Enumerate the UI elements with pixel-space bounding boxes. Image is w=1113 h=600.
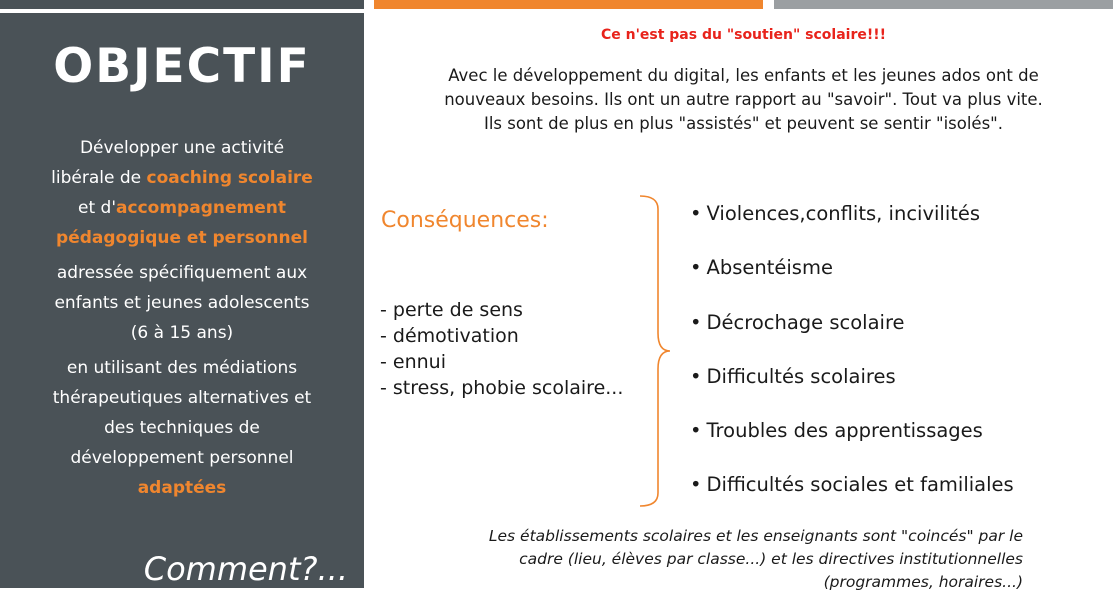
bullet-icon: •	[690, 256, 702, 280]
list-item: • Difficultés sociales et familiales	[690, 473, 1014, 497]
bullet-icon: •	[690, 364, 702, 388]
list-item: - perte de sens	[380, 299, 523, 321]
bullet-icon: •	[690, 473, 702, 497]
list-item: - ennui	[380, 351, 446, 373]
consequences-list	[690, 200, 1014, 526]
top-bar-light-gray	[774, 0, 1113, 9]
curly-brace-icon	[636, 193, 672, 509]
intro-paragraph: Avec le développement du digital, les enfants et les jeunes ados ont de nouveaux besoins. Ils ont un autre rapport au "savoir". Tout va plus vite. Ils sont de plus en plus "assistés" et peuvent se sentir "isolés".	[444, 66, 1043, 133]
panel-paragraph-2: adressée spécifiquement aux enfants et jeunes adolescents (6 à 15 ans)	[54, 263, 310, 343]
alert-heading: Ce n'est pas du "soutien" scolaire!!!	[600, 27, 886, 43]
highlight-coaching: coaching scolaire	[146, 168, 313, 188]
panel-paragraph-1: Développer une activité libérale de coaching scolaire et d'accompagnement pédagogique et personnel	[51, 138, 313, 248]
bullet-icon: •	[690, 419, 702, 443]
panel-title: OBJECTIF	[53, 39, 311, 94]
top-bar-gray	[0, 0, 364, 9]
panel-paragraph-3: en utilisant des médiations thérapeutiques alternatives et des techniques de développement personnel adaptées	[52, 358, 312, 498]
list-item: • Décrochage scolaire	[690, 310, 905, 334]
bullet-icon: •	[690, 310, 702, 334]
list-item: - démotivation	[380, 325, 519, 347]
bullet-icon: •	[690, 202, 702, 225]
objective-panel	[0, 13, 364, 588]
highlight-accompagnement: accompagnement	[116, 198, 286, 218]
comment-heading: Comment?...	[143, 550, 348, 588]
footer-note: Les établissements scolaires et les enseignants sont "coincés" par le cadre (lieu, élèves par classe...) et les directives institutionnelles (programmes, horaires...)	[488, 527, 1023, 591]
consequences-label: Conséquences:	[381, 208, 549, 233]
highlight-adaptees: adaptées	[137, 478, 227, 498]
panel-body	[20, 133, 344, 508]
top-bar-orange	[374, 0, 763, 9]
list-item: • Difficultés scolaires	[690, 364, 896, 388]
list-item: • Absentéisme	[690, 256, 833, 280]
list-item: • Violences,conflits, incivilités	[690, 202, 981, 225]
highlight-pedagogique: pédagogique et personnel	[56, 228, 308, 248]
symptoms-list	[380, 297, 623, 401]
list-item: - stress, phobie scolaire...	[380, 377, 624, 399]
list-item: • Troubles des apprentissages	[690, 419, 983, 443]
